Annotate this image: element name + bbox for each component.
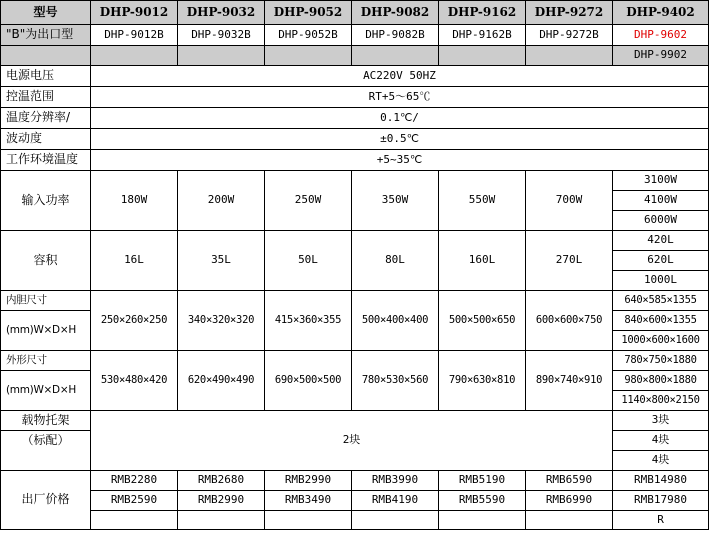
inner-size-value: 600×600×750 [526,291,613,351]
price-value: RMB17980 [613,491,709,511]
price-value: RMB5590 [439,491,526,511]
spec-label: 出厂价格 [1,471,91,530]
spec-label: 内胆尺寸 [1,291,91,311]
price-value: RMB6590 [526,471,613,491]
model-header: DHP-9052 [265,1,352,25]
outer-size-value: 620×490×490 [178,351,265,411]
outlet-extra-model: DHP-9902 [613,46,709,66]
spec-value: ±0.5℃ [91,129,709,150]
shelves-row [1,411,709,431]
spec-label: 温度分辨率/ [1,108,91,129]
price-value: RMB2990 [265,471,352,491]
outer-size-value: 530×480×420 [91,351,178,411]
outer-size-value: 690×500×500 [265,351,352,411]
spec-value: RT+5～65℃ [91,87,709,108]
model-header: DHP-9272 [526,1,613,25]
model-header: DHP-9162 [439,1,526,25]
inner-size-value: 500×400×400 [352,291,439,351]
inner-size-row [1,291,709,311]
inner-size-value: 250×260×250 [91,291,178,351]
ambient-row [1,150,709,171]
spec-label: 工作环境温度 [1,150,91,171]
spec-label: 波动度 [1,129,91,150]
outlet-row [1,25,709,46]
power-supply-row [1,66,709,87]
model-header: DHP-9082 [352,1,439,25]
outer-size-value: 980×800×1880 [613,371,709,391]
volume-value: 80L [352,231,439,291]
outlet-model: DHP-9082B [352,25,439,46]
spec-label: 电源电压 [1,66,91,87]
spec-label: 载物托架 [1,411,91,431]
shelves-value: 2块 [91,411,613,471]
power-value: 6000W [613,211,709,231]
unit-label: (mm)W×D×H [1,371,91,411]
price-value: RMB3990 [352,471,439,491]
outer-size-row [1,351,709,371]
price-value: R [613,511,709,530]
outer-size-value: 780×530×560 [352,351,439,411]
outlet-model: DHP-9032B [178,25,265,46]
spec-value: 0.1℃/ [91,108,709,129]
spec-label: 控温范围 [1,87,91,108]
temp-range-row [1,87,709,108]
inner-size-value: 640×585×1355 [613,291,709,311]
power-value: 700W [526,171,613,231]
spec-value: AC220V 50HZ [91,66,709,87]
price-value: RMB3490 [265,491,352,511]
outlet-model: DHP-9052B [265,25,352,46]
price-value: RMB2680 [178,471,265,491]
spec-label: 容积 [1,231,91,291]
volume-value: 50L [265,231,352,291]
power-value: 250W [265,171,352,231]
shelves-value: 3块 [613,411,709,431]
price-value: RMB2280 [91,471,178,491]
fluctuation-row [1,129,709,150]
spec-label: 输入功率 [1,171,91,231]
outlet-model: DHP-9012B [91,25,178,46]
inner-size-value: 500×500×650 [439,291,526,351]
outlet-extra-row [1,46,709,66]
volume-value: 16L [91,231,178,291]
input-power-row [1,171,709,191]
power-value: 550W [439,171,526,231]
inner-size-value: 840×600×1355 [613,311,709,331]
model-label: 型号 [1,1,91,25]
header-row [1,1,709,25]
outlet-label: "B"为出口型 [1,25,91,46]
shelves-value: 4块 [613,451,709,471]
inner-size-value: 1000×600×1600 [613,331,709,351]
model-header: DHP-9012 [91,1,178,25]
price-row [1,471,709,491]
inner-size-value: 340×320×320 [178,291,265,351]
spec-label: 外形尺寸 [1,351,91,371]
price-value: RMB4190 [352,491,439,511]
power-value: 180W [91,171,178,231]
outer-size-value: 790×630×810 [439,351,526,411]
price-value: RMB6990 [526,491,613,511]
inner-size-value: 415×360×355 [265,291,352,351]
volume-value: 420L [613,231,709,251]
price-value: RMB2990 [178,491,265,511]
outlet-model: DHP-9162B [439,25,526,46]
outer-size-value: 1140×800×2150 [613,391,709,411]
spec-sublabel: （标配） [1,431,91,471]
volume-value: 270L [526,231,613,291]
temp-resolution-row [1,108,709,129]
volume-value: 160L [439,231,526,291]
power-value: 200W [178,171,265,231]
outlet-model-highlight: DHP-9602 [613,25,709,46]
outlet-model: DHP-9272B [526,25,613,46]
price-value: RMB14980 [613,471,709,491]
model-header: DHP-9032 [178,1,265,25]
shelves-value: 4块 [613,431,709,451]
volume-value: 1000L [613,271,709,291]
model-header: DHP-9402 [613,1,709,25]
power-value: 4100W [613,191,709,211]
volume-value: 620L [613,251,709,271]
outer-size-value: 780×750×1880 [613,351,709,371]
power-value: 350W [352,171,439,231]
volume-row [1,231,709,251]
price-value: RMB5190 [439,471,526,491]
unit-label: (mm)W×D×H [1,311,91,351]
power-value: 3100W [613,171,709,191]
volume-value: 35L [178,231,265,291]
price-value: RMB2590 [91,491,178,511]
outer-size-value: 890×740×910 [526,351,613,411]
spec-value: +5~35℃ [91,150,709,171]
